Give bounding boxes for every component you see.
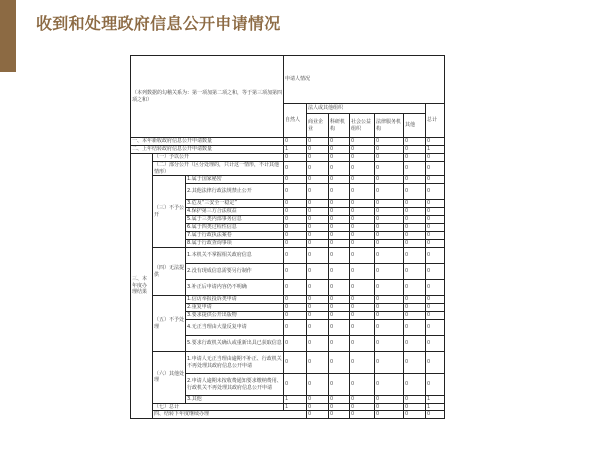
cell: 0	[350, 224, 375, 232]
cell: 0	[329, 154, 350, 162]
section-3-label: 三、本年度办理结果	[131, 154, 153, 419]
cell: 0	[426, 280, 445, 296]
cell: 0	[307, 232, 329, 240]
cell: 0	[307, 240, 329, 248]
table-row	[131, 411, 445, 419]
cell: 0	[329, 200, 350, 208]
cell: 0	[329, 336, 350, 352]
cell: 0	[329, 176, 350, 184]
row-label: 二、上年结转政府信息公开申请数量	[131, 146, 284, 154]
table-row	[131, 146, 445, 154]
row-label: 一、本年新收政府信息公开申请数量	[131, 138, 284, 146]
cell: 0	[307, 352, 329, 374]
col-business: 商业企业	[307, 114, 329, 138]
table-row	[131, 352, 445, 374]
cell: 0	[375, 232, 404, 240]
cell: 1	[284, 396, 307, 404]
cell: 0	[404, 208, 426, 216]
page-title: 收到和处理政府信息公开申请情况	[36, 14, 281, 33]
cell: 0	[426, 138, 445, 146]
cell: 0	[329, 296, 350, 304]
cell: 0	[426, 411, 445, 419]
row-label: 1.申请人无正当理由逾期不补正、行政机关不再处理其政府信息公开申请	[186, 352, 284, 374]
cell: 0	[375, 374, 404, 396]
cell: 0	[284, 264, 307, 280]
row-label: （七）总计	[153, 403, 284, 411]
cell: 0	[284, 374, 307, 396]
row-label: 3.补正后申请内容仍不明确	[186, 280, 284, 296]
col-public-welfare: 社会公益组织	[350, 114, 375, 138]
cell: 0	[375, 320, 404, 336]
cell: 0	[284, 352, 307, 374]
cell: 0	[375, 248, 404, 264]
col-other: 其他	[404, 114, 426, 138]
cell: 1	[284, 146, 307, 154]
cell: 0	[404, 411, 426, 419]
cell: 0	[375, 184, 404, 200]
cell: 0	[307, 403, 329, 411]
cell: 0	[426, 296, 445, 304]
cell: 0	[404, 320, 426, 336]
cell: 0	[307, 216, 329, 224]
cell: 0	[284, 176, 307, 184]
row-label: （二）部分公开（区分处理的，只计这一情形，不计其他情形）	[153, 162, 284, 176]
cell: 0	[307, 312, 329, 320]
cell: 0	[350, 304, 375, 312]
cell: 1	[426, 146, 445, 154]
cell: 0	[375, 208, 404, 216]
cell: 0	[350, 208, 375, 216]
corner-note: （本列数据的勾稽关系为：第一项加第二项之和，等于第三项加第四项之和）	[131, 56, 284, 138]
cell: 0	[404, 146, 426, 154]
table-row	[131, 138, 445, 146]
cell: 0	[329, 240, 350, 248]
cell: 0	[375, 411, 404, 419]
cell: 0	[375, 176, 404, 184]
cell: 0	[404, 296, 426, 304]
cell: 0	[426, 216, 445, 224]
row-label: 1.属于国家秘密	[186, 176, 284, 184]
row-label: 5.属于三类内部事务信息	[186, 216, 284, 224]
col-total: 总计	[426, 104, 445, 138]
row-label: 6.属于四类过程性信息	[186, 224, 284, 232]
cell: 0	[307, 184, 329, 200]
cell: 0	[350, 162, 375, 176]
cell: 0	[284, 280, 307, 296]
cell: 0	[329, 352, 350, 374]
cell: 0	[307, 396, 329, 404]
cell: 0	[329, 138, 350, 146]
cell: 0	[404, 240, 426, 248]
cell: 0	[329, 374, 350, 396]
cell: 1	[426, 396, 445, 404]
cell: 0	[350, 312, 375, 320]
cell: 0	[350, 396, 375, 404]
table-row	[131, 296, 445, 304]
cell: 0	[375, 240, 404, 248]
row-label: 2.重复申请	[186, 304, 284, 312]
group-label: （六）其他处理	[153, 352, 186, 404]
cell: 0	[307, 224, 329, 232]
cell: 0	[329, 224, 350, 232]
cell: 0	[284, 208, 307, 216]
row-label: 1.本机关不掌握相关政府信息	[186, 248, 284, 264]
cell: 0	[284, 200, 307, 208]
cell: 0	[284, 162, 307, 176]
table-row	[131, 176, 445, 184]
cell: 0	[329, 304, 350, 312]
cell: 0	[404, 184, 426, 200]
cell: 0	[329, 264, 350, 280]
cell: 0	[284, 232, 307, 240]
cell: 0	[307, 296, 329, 304]
cell: 0	[329, 396, 350, 404]
cell: 0	[404, 162, 426, 176]
cell: 0	[329, 403, 350, 411]
cell: 0	[426, 374, 445, 396]
row-label: 4.无正当理由大量反复申请	[186, 320, 284, 336]
cell: 0	[350, 264, 375, 280]
cell: 0	[350, 240, 375, 248]
cell: 0	[329, 216, 350, 224]
cell: 0	[404, 176, 426, 184]
cell: 0	[404, 232, 426, 240]
cell: 0	[426, 320, 445, 336]
cell: 0	[426, 304, 445, 312]
cell: 0	[307, 162, 329, 176]
cell: 0	[284, 304, 307, 312]
table-row	[131, 403, 445, 411]
cell: 0	[404, 216, 426, 224]
cell: 0	[329, 184, 350, 200]
col-legal-service: 法律服务机构	[375, 114, 404, 138]
table-row	[131, 162, 445, 176]
cell: 0	[375, 264, 404, 280]
cell: 0	[426, 184, 445, 200]
cell: 0	[350, 320, 375, 336]
cell: 0	[329, 162, 350, 176]
cell: 0	[350, 411, 375, 419]
cell: 1	[426, 403, 445, 411]
cell: 0	[329, 208, 350, 216]
table-row	[131, 154, 445, 162]
cell: 0	[426, 336, 445, 352]
cell: 0	[375, 224, 404, 232]
cell: 0	[329, 320, 350, 336]
cell: 0	[307, 304, 329, 312]
cell: 0	[284, 296, 307, 304]
cell: 0	[375, 396, 404, 404]
cell: 0	[307, 200, 329, 208]
cell: 0	[350, 296, 375, 304]
row-label: 2.申请人逾期未按收费通知要求缴纳费用、行政机关不再处理其政府信息公开申请	[186, 374, 284, 396]
cell: 0	[426, 264, 445, 280]
cell: 0	[350, 280, 375, 296]
cell: 0	[329, 312, 350, 320]
cell: 0	[284, 154, 307, 162]
cell: 0	[307, 374, 329, 396]
cell: 0	[426, 208, 445, 216]
cell: 0	[350, 403, 375, 411]
cell: 0	[350, 374, 375, 396]
cell: 0	[284, 184, 307, 200]
cell: 0	[284, 138, 307, 146]
cell: 0	[329, 146, 350, 154]
cell: 0	[426, 240, 445, 248]
row-label: 2.其他法律行政法规禁止公开	[186, 184, 284, 200]
cell: 0	[426, 154, 445, 162]
cell: 0	[404, 280, 426, 296]
cell: 0	[404, 352, 426, 374]
cell: 0	[375, 352, 404, 374]
cell: 0	[404, 200, 426, 208]
cell: 0	[350, 154, 375, 162]
table-row	[131, 248, 445, 264]
cell: 0	[284, 240, 307, 248]
group-label: （三）不予公开	[153, 176, 186, 248]
cell: 0	[404, 264, 426, 280]
row-label: 1.信访举报投诉类申请	[186, 296, 284, 304]
row-label: 7.属于行政执法案卷	[186, 232, 284, 240]
cell: 0	[404, 224, 426, 232]
cell: 0	[426, 312, 445, 320]
cell: 0	[307, 336, 329, 352]
cell: 0	[307, 146, 329, 154]
cell: 0	[284, 312, 307, 320]
row-label: 3.其他	[186, 396, 284, 404]
cell: 0	[375, 403, 404, 411]
cell: 0	[284, 320, 307, 336]
cell: 0	[375, 154, 404, 162]
cell: 0	[375, 200, 404, 208]
cell: 0	[307, 411, 329, 419]
cell: 0	[375, 162, 404, 176]
row-label: 5.要求行政机关确认或重新出具已获取信息	[186, 336, 284, 352]
cell: 0	[350, 352, 375, 374]
header-legal-entity: 法人或其他组织	[307, 104, 426, 114]
row-label: 8.属于行政查询事项	[186, 240, 284, 248]
row-label: 2.没有现成信息需要另行制作	[186, 264, 284, 280]
cell: 0	[307, 264, 329, 280]
cell: 0	[307, 208, 329, 216]
cell: 0	[350, 146, 375, 154]
cell: 0	[426, 352, 445, 374]
cell: 0	[375, 138, 404, 146]
cell: 0	[404, 154, 426, 162]
cell: 0	[307, 176, 329, 184]
cell: 0	[350, 232, 375, 240]
cell: 0	[350, 184, 375, 200]
group-label: （四）无法提供	[153, 248, 186, 296]
cell: 0	[350, 176, 375, 184]
cell: 0	[404, 248, 426, 264]
cell: 0	[350, 200, 375, 208]
cell: 0	[350, 248, 375, 264]
cell: 0	[404, 312, 426, 320]
cell: 0	[404, 403, 426, 411]
cell: 0	[375, 312, 404, 320]
row-label: （一）予以公开	[153, 154, 284, 162]
header-applicant: 申请人情况	[284, 56, 445, 104]
cell: 0	[284, 248, 307, 264]
cell: 0	[404, 138, 426, 146]
cell: 0	[375, 216, 404, 224]
cell: 0	[307, 154, 329, 162]
cell: 0	[329, 280, 350, 296]
col-natural-person: 自然人	[284, 104, 307, 138]
cell: 0	[375, 304, 404, 312]
accent-side-bar	[0, 0, 16, 72]
row-label: 3.危及“三安全一稳定”	[186, 200, 284, 208]
cell: 0	[307, 138, 329, 146]
cell: 0	[307, 320, 329, 336]
cell: 0	[375, 296, 404, 304]
cell: 0	[350, 138, 375, 146]
cell: 0	[426, 232, 445, 240]
row-label: 3.要求提供公开出版物	[186, 312, 284, 320]
cell: 0	[375, 280, 404, 296]
cell: 0	[426, 248, 445, 264]
cell: 0	[284, 336, 307, 352]
cell: 0	[375, 146, 404, 154]
cell: 1	[284, 403, 307, 411]
cell: 0	[404, 374, 426, 396]
cell: 0	[329, 248, 350, 264]
cell: 0	[284, 224, 307, 232]
cell: 0	[404, 336, 426, 352]
cell: 0	[350, 336, 375, 352]
cell: 0	[426, 162, 445, 176]
cell: 0	[404, 304, 426, 312]
cell: 0	[307, 280, 329, 296]
cell: 0	[284, 216, 307, 224]
cell: 0	[329, 411, 350, 419]
cell: 0	[404, 396, 426, 404]
cell: 0	[375, 336, 404, 352]
cell: 0	[350, 216, 375, 224]
row-label: 四、结转下年度继续办理	[153, 411, 307, 419]
cell: 0	[307, 248, 329, 264]
row-label: 4.保护第三方合法权益	[186, 208, 284, 216]
group-label: （五）不予处理	[153, 296, 186, 352]
application-report-table	[130, 55, 445, 419]
cell: 0	[426, 200, 445, 208]
cell: 0	[426, 176, 445, 184]
cell: 0	[426, 224, 445, 232]
col-research: 科研机构	[329, 114, 350, 138]
cell: 0	[329, 232, 350, 240]
